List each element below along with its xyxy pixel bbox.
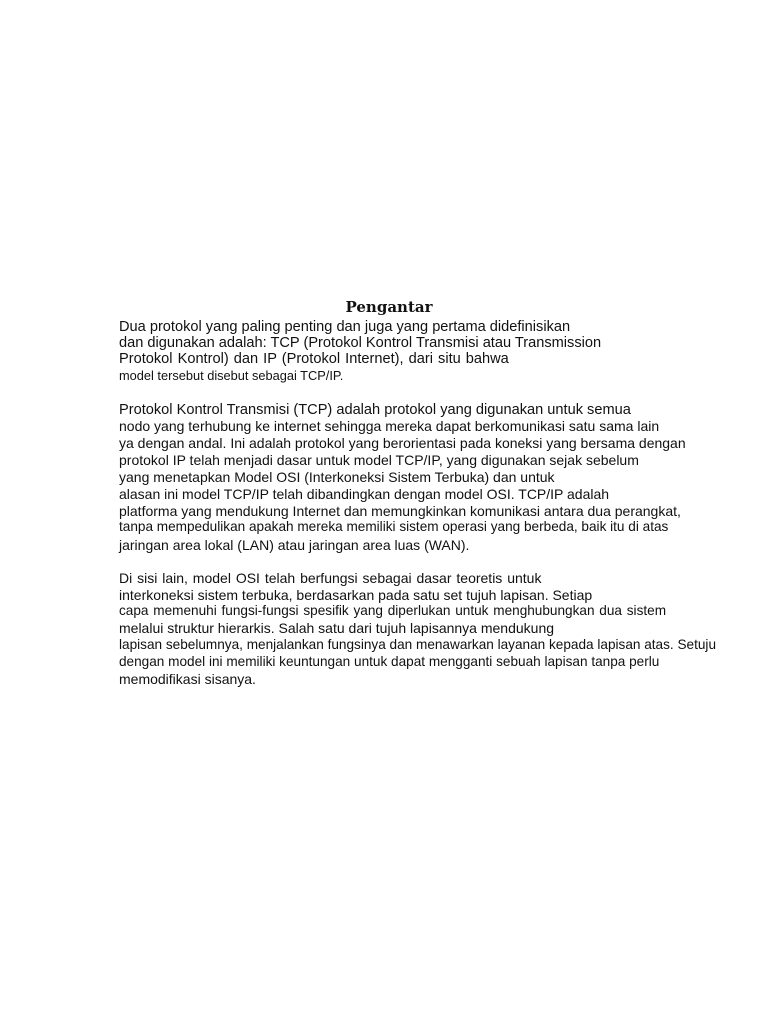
paragraph-2-line-5: yang menetapkan Model OSI (Interkoneksi Sistem Terbuka) dan untuk (119, 469, 555, 485)
page-title: Pengantar (345, 298, 433, 316)
paragraph-3-line-5: lapisan sebelumnya, menjalankan fungsinya dan menawarkan layanan kepada lapisan atas. Setuju (119, 637, 717, 652)
paragraph-2-line-8: tanpa mempedulikan apakah mereka memiliki sistem operasi yang berbeda, baik itu di atas (119, 519, 669, 534)
paragraph-3-line-2: interkoneksi sistem terbuka, berdasarkan pada satu set tujuh lapisan. Setiap (119, 587, 593, 603)
paragraph-3-line-1: Di sisi lain, model OSI telah berfungsi sebagai dasar teoretis untuk (119, 570, 542, 586)
paragraph-3-line-3: capa memenuhi fungsi-fungsi spesifik yang diperlukan untuk menghubungkan dua sistem (119, 603, 667, 618)
paragraph-1-line-1: Dua protokol yang paling penting dan juga yang pertama didefinisikan (119, 319, 571, 335)
paragraph-2-line-3: ya dengan andal. Ini adalah protokol yang berorientasi pada koneksi yang bersama dengan (119, 435, 686, 451)
paragraph-3-line-6: dengan model ini memiliki keuntungan untuk dapat mengganti sebuah lapisan tanpa perlu (119, 654, 660, 669)
paragraph-2-line-1: Protokol Kontrol Transmisi (TCP) adalah protokol yang digunakan untuk semua (119, 402, 631, 418)
paragraph-3-line-7: memodifikasi sisanya. (119, 671, 256, 687)
paragraph-1-line-2: dan digunakan adalah: TCP (Protokol Kontrol Transmisi atau Transmission (119, 335, 602, 351)
paragraph-2-line-6: alasan ini model TCP/IP telah dibandingkan dengan model OSI. TCP/IP adalah (119, 486, 610, 502)
paragraph-3-line-4: melalui struktur hierarkis. Salah satu dari tujuh lapisannya mendukung (119, 620, 555, 636)
paragraph-2-line-7: platforma yang mendukung Internet dan memungkinkan komunikasi antara dua perangkat, (119, 503, 681, 519)
paragraph-2-line-2: nodo yang terhubung ke internet sehingga mereka dapat berkomunikasi satu sama lain (119, 418, 660, 434)
paragraph-2-line-4: protokol IP telah menjadi dasar untuk model TCP/IP, yang digunakan sejak sebelum (119, 452, 639, 468)
paragraph-2-line-9: jaringan area lokal (LAN) atau jaringan area luas (WAN). (119, 537, 470, 553)
paragraph-1-line-4: model tersebut disebut sebagai TCP/IP. (119, 368, 344, 383)
paragraph-1-line-3: Protokol Kontrol) dan IP (Protokol Internet), dari situ bahwa (119, 351, 509, 367)
